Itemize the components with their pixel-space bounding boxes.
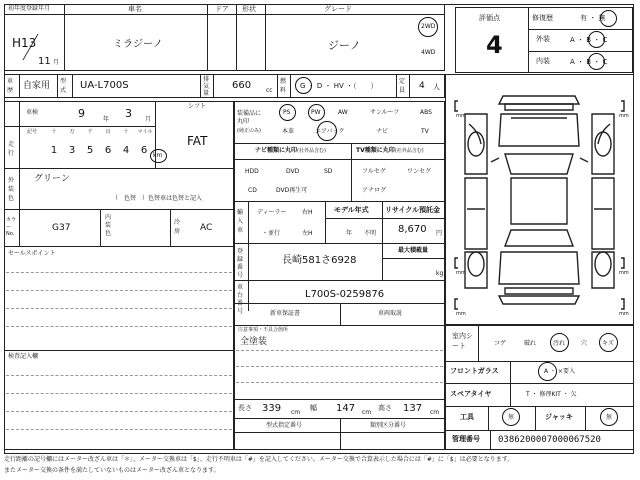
mm-label-bl: mm <box>456 311 466 317</box>
score-value: 4 <box>486 31 503 59</box>
color-change-note: （ 色替 ）色替車は色替と記入 <box>112 195 203 202</box>
length-value: 339 <box>262 403 282 414</box>
import-left-h: 左H <box>302 230 313 237</box>
new-car-label: 新車保証書 <box>270 310 301 317</box>
equip-abs: ABS <box>420 109 432 116</box>
width-label: 幅 <box>310 404 317 412</box>
height-unit: cm <box>430 409 440 416</box>
color-no-value: G37 <box>52 223 71 233</box>
equip-sunroof: サンルーフ <box>370 109 400 116</box>
spare-options: T ・ 修理KIT ・ 欠 <box>526 391 577 398</box>
sheet-koge: コゲ <box>494 340 507 347</box>
import-right-h: 右H <box>302 209 313 216</box>
interior-label: 内装 <box>536 57 550 65</box>
tools-label: 工具 <box>460 413 474 421</box>
capacity-value: 4 <box>419 81 425 91</box>
repair-label: 修復歴 <box>532 14 553 22</box>
equip-leather: 本革 <box>282 128 295 135</box>
equip-pw: PW <box>311 109 321 116</box>
chassis-value: L700S-0259876 <box>305 289 385 300</box>
shift-value: FAT <box>187 134 208 148</box>
color-value: グリーン <box>34 174 70 184</box>
mileage-digit-headers: 記号 十 万 千 百 十 マイル <box>26 129 153 135</box>
navi-sd: SD <box>324 168 333 175</box>
footer-note-2: またメーター交換の条件を満たしていないものはメーター改ざん車となります。 <box>4 467 220 474</box>
inspection-month: 3 <box>125 107 132 120</box>
fuel-options: G ・ D ・ HV ・（ ） <box>300 82 378 90</box>
shift-label: シフト <box>188 103 207 110</box>
color-no-label: カラーNo. <box>6 217 17 237</box>
equipment-subtitle: (純正のみ) <box>237 128 261 134</box>
month-value: 11 <box>38 56 51 67</box>
equip-navi: ナビ <box>376 128 389 135</box>
displacement-value: 660 <box>232 80 252 91</box>
import-dealer: ディーラー <box>257 209 287 216</box>
cc-unit: cc <box>266 87 273 94</box>
sheet-yabure: 破れ <box>524 340 537 347</box>
mileage-label: 走行 <box>8 141 15 157</box>
year-value: H13 <box>12 36 37 50</box>
notes-value: 全塗装 <box>240 337 268 347</box>
management-label: 管理番号 <box>452 435 480 443</box>
inspector-label: 検査記入欄 <box>8 353 39 360</box>
inspection-label: 車検 <box>26 109 39 116</box>
vehicle-label: 車歴 <box>7 78 14 94</box>
model-year-label: モデル年式 <box>334 206 369 214</box>
fourwd-label: 4WD <box>421 49 436 56</box>
category-label: 類別区分番号 <box>370 422 407 429</box>
exterior-options: A ・ B ・ C <box>570 36 608 44</box>
car-name-label: 車名 <box>128 5 142 13</box>
model-value: UA-L700S <box>80 80 129 91</box>
ac-label: 冷房 <box>174 219 181 235</box>
tools-value: 無 <box>508 414 515 421</box>
width-unit: cm <box>362 409 372 416</box>
interior-color-label: 内装色 <box>105 214 112 237</box>
recycle-label: リサイクル預託金 <box>385 206 441 214</box>
height-label: 高さ <box>378 404 392 412</box>
tv-oneseg: ワンセグ <box>407 168 432 175</box>
chassis-label: 車台番号 <box>237 284 244 315</box>
shape-label: 形状 <box>242 5 256 13</box>
inspection-month-unit: 月 <box>145 116 152 123</box>
twowd-label: 2WD <box>421 23 436 30</box>
sheet-yogore: 汚れ <box>553 340 566 347</box>
ac-value: AC <box>200 223 213 233</box>
equipment-title: 装備品に丸印 <box>237 110 262 125</box>
jack-value: 無 <box>606 414 613 421</box>
model-year-unknown: 不明 <box>364 230 377 237</box>
month-unit: 月 <box>53 59 60 66</box>
import-label: 輸入車 <box>237 209 244 234</box>
interior-sheet-label: 室内シート <box>452 332 473 350</box>
tv-fullseg: フルセグ <box>362 168 386 175</box>
equip-airbag: エアバック <box>315 128 345 135</box>
navi-cd: CD <box>248 187 257 194</box>
mm-label-mr: mm <box>619 270 629 276</box>
vehicle-value: 自家用 <box>23 81 51 91</box>
capacity-label: 定員 <box>399 78 406 94</box>
tv-analog: アナログ <box>362 187 387 194</box>
model-label: 型式 <box>60 78 67 94</box>
mm-label-tr: mm <box>619 113 629 119</box>
tv-title: TV種類に丸印(社外品含む) <box>356 147 424 154</box>
length-label: 長さ <box>238 404 252 412</box>
capacity-unit: 人 <box>433 83 440 91</box>
navi-title: ナビ種類に丸印(社外品含む) <box>255 147 326 154</box>
grade-value: ジーノ <box>328 39 361 52</box>
displacement-label: 排気量 <box>203 76 210 97</box>
registration-label: 登録番号 <box>237 248 244 279</box>
navi-dvd-play: DVD再生可 <box>276 187 308 194</box>
glass-label: フロントガラス <box>450 367 499 375</box>
height-value: 137 <box>403 403 423 414</box>
car-diagram <box>445 74 634 325</box>
navi-hdd: HDD <box>245 168 259 175</box>
manual-label: 車両取説 <box>378 310 403 317</box>
sheet-kizu: キズ <box>602 340 614 347</box>
fuel-label: 燃料 <box>280 78 287 94</box>
grade-label: グレード <box>324 5 352 13</box>
max-load-label: 最大積載量 <box>398 247 429 254</box>
equip-tv: TV <box>421 128 429 135</box>
interior-options: A ・ B ・ C <box>570 58 608 66</box>
door-label: ドア <box>215 5 229 13</box>
length-unit: cm <box>291 409 301 416</box>
equip-aw: AW <box>338 109 348 116</box>
mm-label-tl: mm <box>456 113 466 119</box>
recycle-unit: 円 <box>436 230 443 237</box>
equip-ps: PS <box>283 109 291 116</box>
exterior-label: 外装 <box>536 35 550 43</box>
vehicle-row <box>4 74 445 98</box>
import-parallel: ・並行 <box>262 230 281 237</box>
management-value: 0386200007000067520 <box>498 435 601 445</box>
registration-value: 長崎581さ6928 <box>282 255 357 266</box>
inspection-year: 9 <box>78 107 85 120</box>
glass-options: A ・ ×要入 <box>544 368 575 375</box>
navi-dvd: DVD <box>286 168 300 175</box>
score-label: 評価点 <box>479 14 500 22</box>
model-year-year: 年 <box>346 230 353 237</box>
mileage-unit: km <box>153 152 163 159</box>
mileage-digits: 1 3 5 6 4 6 <box>50 145 148 156</box>
width-value: 147 <box>336 403 356 414</box>
footer-note-1: 走行距離の記号欄にはメーター改ざん車は「＊」、メーター交換車は「$」、走行不明車は「#」を記入してください。メーター交換で合算表示した場合には「#」に「$」は必要となります。 <box>4 456 514 463</box>
inspection-year-unit: 年 <box>103 116 110 123</box>
car-name-value: ミラジーノ <box>113 39 163 50</box>
repair-options: 有 ・ 無 <box>580 14 606 22</box>
type-label: 型式指定番号 <box>266 422 303 429</box>
notes-label: 注意事項・不具合箇所 <box>238 327 289 333</box>
mm-label-ml: mm <box>456 270 466 276</box>
spare-label: スペアタイヤ <box>450 390 492 398</box>
color-label: 外装色 <box>8 177 15 202</box>
sheet-ana: 穴 <box>581 340 588 347</box>
year-reg-label: 初年度登録年月 <box>8 5 51 12</box>
recycle-value: 8,670 <box>398 224 427 235</box>
jack-label: ジャッキ <box>545 413 573 421</box>
max-load-unit: kg <box>436 270 444 277</box>
sales-point-label: セールスポイント <box>8 250 56 257</box>
mm-label-br: mm <box>619 311 629 317</box>
